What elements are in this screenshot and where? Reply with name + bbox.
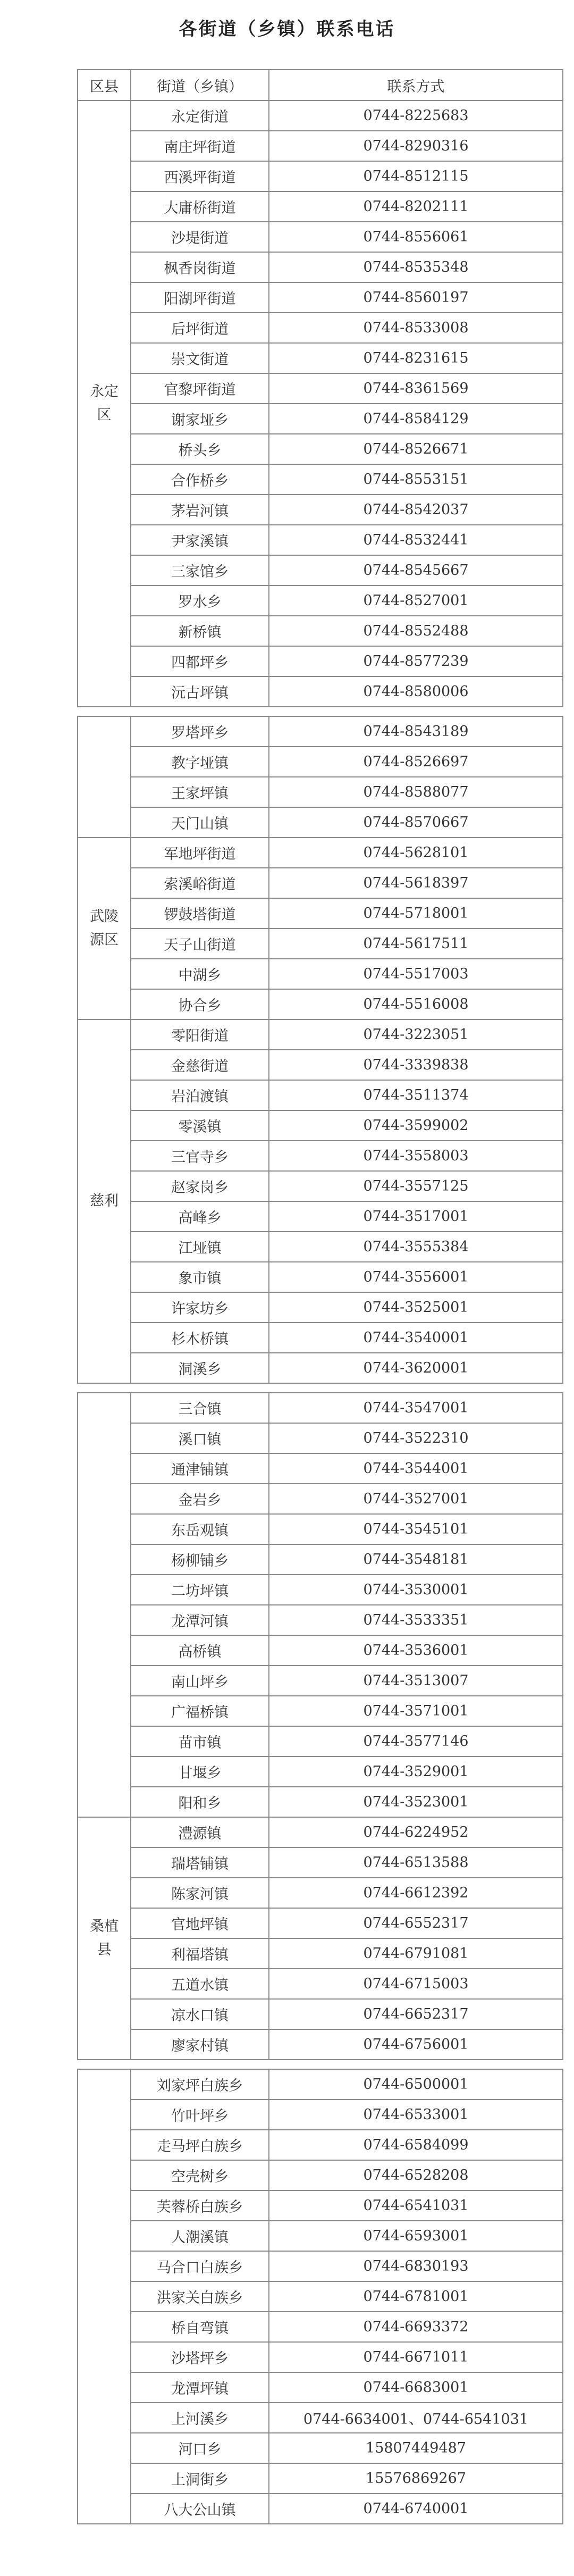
district-cell [78,716,131,838]
township-name: 芙蓉桥白族乡 [131,2190,269,2221]
phone-number: 0744-6528208 [269,2160,563,2190]
township-name: 天子山街道 [131,929,269,959]
township-name: 西溪坪街道 [131,161,269,191]
phone-number: 0744-8202111 [269,191,563,222]
table-row [78,1938,563,1969]
township-name: 河口乡 [131,2433,269,2463]
table-row [78,373,563,404]
township-name: 象市镇 [131,1262,269,1292]
phone-number: 0744-8552488 [269,616,563,646]
township-name: 江垭镇 [131,1232,269,1262]
township-name: 五道水镇 [131,1969,269,1999]
phone-number: 15807449487 [269,2433,563,2463]
table-row [78,1232,563,1262]
table-row [78,2312,563,2342]
table-row [78,131,563,161]
township-name: 空壳树乡 [131,2160,269,2190]
table-row [78,747,563,777]
table-row [78,898,563,929]
township-name: 王家坪镇 [131,777,269,807]
phone-number: 0744-3556001 [269,1262,563,1292]
township-name: 茅岩河镇 [131,495,269,525]
contact-tables [77,69,562,2533]
district-cell [78,1817,131,2060]
township-name: 溪口镇 [131,1423,269,1453]
district-name: 武陵 [90,908,119,925]
phone-number: 0744-5517003 [269,959,563,989]
table-row [78,2433,563,2463]
township-name: 人潮溪镇 [131,2221,269,2251]
district-name: 桑植 [90,1918,119,1935]
table-row [78,2100,563,2130]
table-row [78,1908,563,1938]
phone-number: 0744-5628101 [269,838,563,868]
township-name: 四都坪乡 [131,646,269,676]
phone-number: 0744-8225683 [269,101,563,131]
township-name: 教字垭镇 [131,747,269,777]
phone-number: 0744-3548181 [269,1544,563,1575]
township-name: 竹叶坪乡 [131,2100,269,2130]
table-row [78,1635,563,1666]
township-name: 罗水乡 [131,586,269,616]
table-row [78,1423,563,1453]
table-row [78,1514,563,1544]
township-name: 洪家关白族乡 [131,2281,269,2312]
phone-number: 0744-3536001 [269,1635,563,1666]
column-header: 区县 [78,70,131,101]
table-row [78,282,563,313]
township-name: 天门山镇 [131,807,269,838]
table-row [78,2130,563,2160]
table-row [78,1050,563,1080]
table-row [78,777,563,807]
table-row [78,1201,563,1232]
phone-number: 0744-8588077 [269,777,563,807]
township-name: 崇文街道 [131,343,269,373]
table-row [78,1878,563,1908]
phone-number: 0744-8545667 [269,555,563,586]
table-row [78,1262,563,1292]
table-row [78,1353,563,1383]
phone-number: 0744-6593001 [269,2221,563,2251]
table-row [78,1141,563,1171]
table-row [78,1080,563,1110]
phone-number: 0744-3555384 [269,1232,563,1262]
township-name: 高峰乡 [131,1201,269,1232]
table-row [78,1453,563,1484]
township-name: 上河溪乡 [131,2403,269,2433]
township-name: 合作桥乡 [131,464,269,495]
phone-number: 0744-3525001 [269,1292,563,1323]
township-name: 二坊坪镇 [131,1575,269,1605]
phone-number: 0744-3577146 [269,1726,563,1757]
phone-number: 0744-6830193 [269,2251,563,2281]
township-name: 官地坪镇 [131,1908,269,1938]
table-row [78,716,563,747]
table-row [78,1787,563,1817]
township-name: 苗市镇 [131,1726,269,1757]
table-row [78,1757,563,1787]
township-name: 桥头乡 [131,434,269,464]
township-name: 澧源镇 [131,1817,269,1847]
table-row [78,252,563,282]
phone-number: 0744-3599002 [269,1110,563,1141]
township-name: 杉木桥镇 [131,1323,269,1353]
township-name: 三家馆乡 [131,555,269,586]
township-name: 索溪峪街道 [131,868,269,898]
phone-number: 0744-3544001 [269,1453,563,1484]
table-row [78,495,563,525]
page-title: 各街道（乡镇）联系电话 [179,19,395,40]
table-row [78,2342,563,2372]
phone-number: 0744-6652317 [269,1999,563,2029]
township-name: 永定街道 [131,101,269,131]
phone-number: 0744-6612392 [269,1878,563,1908]
township-name: 瑞塔铺镇 [131,1847,269,1878]
township-name: 金岩乡 [131,1484,269,1514]
phone-number: 0744-3571001 [269,1696,563,1726]
column-header: 联系方式 [269,70,563,101]
table-row [78,1393,563,1423]
district-cell [78,838,131,1019]
phone-number: 0744-8553151 [269,464,563,495]
table-row [78,1817,563,1847]
table-row [78,1696,563,1726]
township-name: 三合镇 [131,1393,269,1423]
district-name: 慈利 [90,1193,119,1209]
township-name: 利福塔镇 [131,1938,269,1969]
table-row [78,1484,563,1514]
phone-number: 0744-6781001 [269,2281,563,2312]
phone-number: 0744-5718001 [269,898,563,929]
township-name: 许家坊乡 [131,1292,269,1323]
table-row [78,1999,563,2029]
phone-number: 0744-3517001 [269,1201,563,1232]
table-row [78,1171,563,1201]
phone-number: 0744-8570667 [269,807,563,838]
column-header: 街道（乡镇） [131,70,269,101]
phone-number: 0744-3545101 [269,1514,563,1544]
phone-number: 0744-3558003 [269,1141,563,1171]
phone-number: 0744-3557125 [269,1171,563,1201]
phone-number: 0744-6513588 [269,1847,563,1878]
phone-number: 0744-3529001 [269,1757,563,1787]
table-row [78,676,563,707]
phone-number: 0744-8527001 [269,586,563,616]
table-row [78,1323,563,1353]
phone-number: 0744-8543189 [269,716,563,747]
table-row [78,807,563,838]
phone-number: 0744-8560197 [269,282,563,313]
township-name: 零阳街道 [131,1019,269,1050]
table-row [78,1969,563,1999]
table-row [78,586,563,616]
phone-number: 0744-6541031 [269,2190,563,2221]
contact-table-3 [77,2069,563,2524]
table-row [78,1726,563,1757]
township-name: 赵家岗乡 [131,1171,269,1201]
table-row [78,2190,563,2221]
township-name: 后坪街道 [131,313,269,343]
table-row [78,1605,563,1635]
township-name: 东岳观镇 [131,1514,269,1544]
table-row [78,555,563,586]
table-row [78,2403,563,2433]
district-name: 源区 [90,932,119,948]
table-row [78,1666,563,1696]
phone-number: 0744-3522310 [269,1423,563,1453]
township-name: 岩泊渡镇 [131,1080,269,1110]
township-name: 金慈街道 [131,1050,269,1080]
district-name: 永定 [90,383,119,400]
table-row [78,434,563,464]
table-header-row [78,70,563,101]
table-row [78,313,563,343]
phone-number: 0744-6693372 [269,2312,563,2342]
table-row [78,101,563,131]
township-name: 桥自弯镇 [131,2312,269,2342]
phone-number: 0744-8231615 [269,343,563,373]
phone-number: 0744-3339838 [269,1050,563,1080]
phone-number: 0744-3533351 [269,1605,563,1635]
table-row [78,161,563,191]
township-name: 沅古坪镇 [131,676,269,707]
phone-number: 0744-5618397 [269,868,563,898]
district-name: 区 [97,407,112,423]
phone-number: 0744-3530001 [269,1575,563,1605]
table-row [78,838,563,868]
township-name: 官黎坪街道 [131,373,269,404]
phone-number: 0744-8512115 [269,161,563,191]
phone-number: 0744-8526697 [269,747,563,777]
table-row [78,2251,563,2281]
table-row [78,404,563,434]
table-row [78,1575,563,1605]
phone-number: 0744-8361569 [269,373,563,404]
township-name: 枫香岗街道 [131,252,269,282]
township-name: 阳湖坪街道 [131,282,269,313]
contact-table-1 [77,716,563,1384]
phone-number: 0744-3223051 [269,1019,563,1050]
township-name: 刘家坪白族乡 [131,2069,269,2100]
township-name: 新桥镇 [131,616,269,646]
phone-number: 0744-3523001 [269,1787,563,1817]
township-name: 尹家溪镇 [131,525,269,555]
district-cell [78,101,131,707]
table-row [78,343,563,373]
township-name: 三官寺乡 [131,1141,269,1171]
township-name: 高桥镇 [131,1635,269,1666]
table-row [78,989,563,1019]
phone-number: 0744-8584129 [269,404,563,434]
phone-number: 0744-3540001 [269,1323,563,1353]
township-name: 洞溪乡 [131,1353,269,1383]
table-row [78,2029,563,2060]
phone-number: 0744-6791081 [269,1938,563,1969]
phone-number: 0744-8290316 [269,131,563,161]
phone-number: 15576869267 [269,2463,563,2494]
table-row [78,1847,563,1878]
table-row [78,222,563,252]
township-name: 陈家河镇 [131,1878,269,1908]
township-name: 走马坪白族乡 [131,2130,269,2160]
table-row [78,2221,563,2251]
phone-number: 0744-6500001 [269,2069,563,2100]
district-name: 县 [97,1942,112,1958]
table-row [78,2494,563,2524]
district-cell [78,1019,131,1383]
table-row [78,2069,563,2100]
table-row [78,959,563,989]
township-name: 上洞街乡 [131,2463,269,2494]
township-name: 零溪镇 [131,1110,269,1141]
township-name: 南山坪乡 [131,1666,269,1696]
district-cell [78,1393,131,1817]
township-name: 甘堰乡 [131,1757,269,1787]
township-name: 龙潭河镇 [131,1605,269,1635]
township-name: 廖家村镇 [131,2029,269,2060]
township-name: 通津铺镇 [131,1453,269,1484]
phone-number: 0744-6683001 [269,2372,563,2403]
phone-number: 0744-3511374 [269,1080,563,1110]
phone-number: 0744-8535348 [269,252,563,282]
phone-number: 0744-8532441 [269,525,563,555]
township-name: 协合乡 [131,989,269,1019]
township-name: 军地坪街道 [131,838,269,868]
district-cell [78,2069,131,2524]
phone-number: 0744-8533008 [269,313,563,343]
table-row [78,2372,563,2403]
phone-number: 0744-6715003 [269,1969,563,1999]
township-name: 沙堤街道 [131,222,269,252]
township-name: 罗塔坪乡 [131,716,269,747]
table-row [78,1292,563,1323]
table-row [78,525,563,555]
township-name: 阳和乡 [131,1787,269,1817]
phone-number: 0744-3547001 [269,1393,563,1423]
table-row [78,616,563,646]
phone-number: 0744-3513007 [269,1666,563,1696]
phone-number: 0744-5516008 [269,989,563,1019]
phone-number: 0744-6224952 [269,1817,563,1847]
phone-number: 0744-3527001 [269,1484,563,1514]
table-row [78,2281,563,2312]
phone-number: 0744-6740001 [269,2494,563,2524]
table-row [78,1110,563,1141]
phone-number: 0744-8580006 [269,676,563,707]
table-row [78,1544,563,1575]
township-name: 凉水口镇 [131,1999,269,2029]
table-row [78,2463,563,2494]
township-name: 八大公山镇 [131,2494,269,2524]
township-name: 广福桥镇 [131,1696,269,1726]
table-row [78,2160,563,2190]
contact-table-2 [77,1392,563,2060]
township-name: 杨柳铺乡 [131,1544,269,1575]
township-name: 龙潭坪镇 [131,2372,269,2403]
phone-number: 0744-8556061 [269,222,563,252]
phone-number: 0744-6671011 [269,2342,563,2372]
phone-number: 0744-6584099 [269,2130,563,2160]
township-name: 大庸桥街道 [131,191,269,222]
phone-number: 0744-5617511 [269,929,563,959]
table-row [78,868,563,898]
township-name: 沙塔坪乡 [131,2342,269,2372]
phone-number: 0744-6533001 [269,2100,563,2130]
township-name: 谢家垭乡 [131,404,269,434]
table-row [78,1019,563,1050]
phone-number: 0744-6756001 [269,2029,563,2060]
table-row [78,929,563,959]
table-row [78,191,563,222]
township-name: 中湖乡 [131,959,269,989]
contact-table-0 [77,69,563,707]
phone-number: 0744-8526671 [269,434,563,464]
phone-number: 0744-8577239 [269,646,563,676]
table-row [78,646,563,676]
township-name: 马合口白族乡 [131,2251,269,2281]
phone-number: 0744-8542037 [269,495,563,525]
township-name: 锣鼓塔街道 [131,898,269,929]
phone-number: 0744-6552317 [269,1908,563,1938]
phone-number: 0744-3620001 [269,1353,563,1383]
table-row [78,464,563,495]
township-name: 南庄坪街道 [131,131,269,161]
phone-number: 0744-6634001、0744-6541031 [269,2403,563,2433]
